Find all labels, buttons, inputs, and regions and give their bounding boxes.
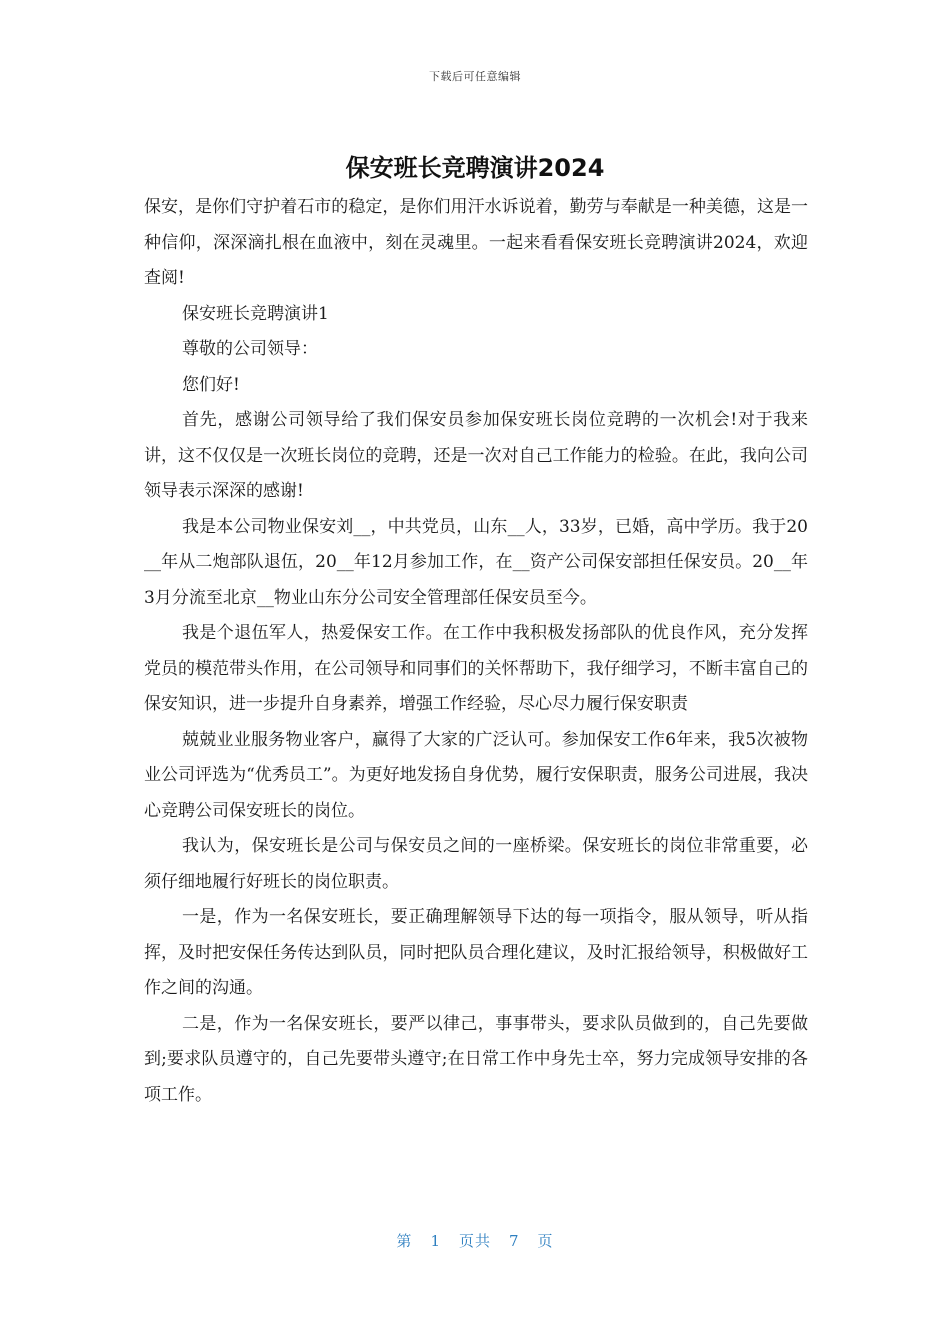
body-paragraph: 首先，感谢公司领导给了我们保安员参加保安班长岗位竞聘的一次机会!对于我来讲，这不仅仅是一次班长岗位的竞聘，还是一次对自己工作能力的检验。在此，我向公司领导表示深深的感谢! — [144, 410, 808, 501]
header-note: 下载后可任意编辑 — [429, 70, 521, 83]
greeting: 您们好! — [182, 374, 240, 395]
body-paragraph: 二是，作为一名保安班长，要严以律己，事事带头，要求队员做到的，自己先要做到;要求队员遵守的，自己先要带头遵守;在日常工作中身先士卒，努力完成领导安排的各项工作。 — [144, 1013, 808, 1105]
total-pages: 7 — [509, 1232, 520, 1250]
body-paragraph: 我认为，保安班长是公司与保安员之间的一座桥梁。保安班长的岗位非常重要，必须仔细地履行好班长的岗位职责。 — [144, 836, 808, 892]
page-footer — [0, 1230, 950, 1251]
document-title: 保安班长竞聘演讲2024 — [345, 154, 605, 182]
footer-middle: 页共 — [458, 1232, 491, 1250]
body-paragraph: 我是本公司物业保安刘__，中共党员，山东__人，33岁，已婚，高中学历。我于20__年从二炮部队退伍，20__年12月参加工作，在__资产公司保安部担任保安员。20__年3月分流至北京__物业山东分公司安全管理部任保安员至今。 — [144, 516, 808, 608]
section-heading: 保安班长竞聘演讲1 — [182, 303, 329, 324]
body-paragraph: 我是个退伍军人，热爱保安工作。在工作中我积极发扬部队的优良作风，充分发挥党员的模范带头作用，在公司领导和同事们的关怀帮助下，我仔细学习，不断丰富自己的保安知识，进一步提升自身素养，增强工作经验，尽心尽力履行保安职责 — [144, 623, 808, 714]
footer-prefix: 第 — [396, 1232, 413, 1250]
document-body — [144, 190, 808, 1113]
page-number: 1 — [430, 1232, 441, 1250]
intro-paragraph: 保安，是你们守护着石市的稳定，是你们用汗水诉说着，勤劳与奉献是一种美德，这是一种信仰，深深滴扎根在血液中，刻在灵魂里。一起来看看保安班长竞聘演讲2024，欢迎查阅! — [144, 197, 808, 288]
salutation: 尊敬的公司领导： — [182, 339, 318, 359]
footer-suffix: 页 — [537, 1232, 554, 1250]
body-paragraph: 兢兢业业服务物业客户，赢得了大家的广泛认可。参加保安工作6年来，我5次被物业公司评选为“优秀员工”。为更好地发扬自身优势，履行安保职责，服务公司进展，我决心竞聘公司保安班长的岗位。 — [144, 729, 808, 821]
body-paragraph: 一是，作为一名保安班长，要正确理解领导下达的每一项指令，服从领导，听从指挥，及时把安保任务传达到队员，同时把队员合理化建议，及时汇报给领导，积极做好工作之间的沟通。 — [144, 907, 808, 998]
